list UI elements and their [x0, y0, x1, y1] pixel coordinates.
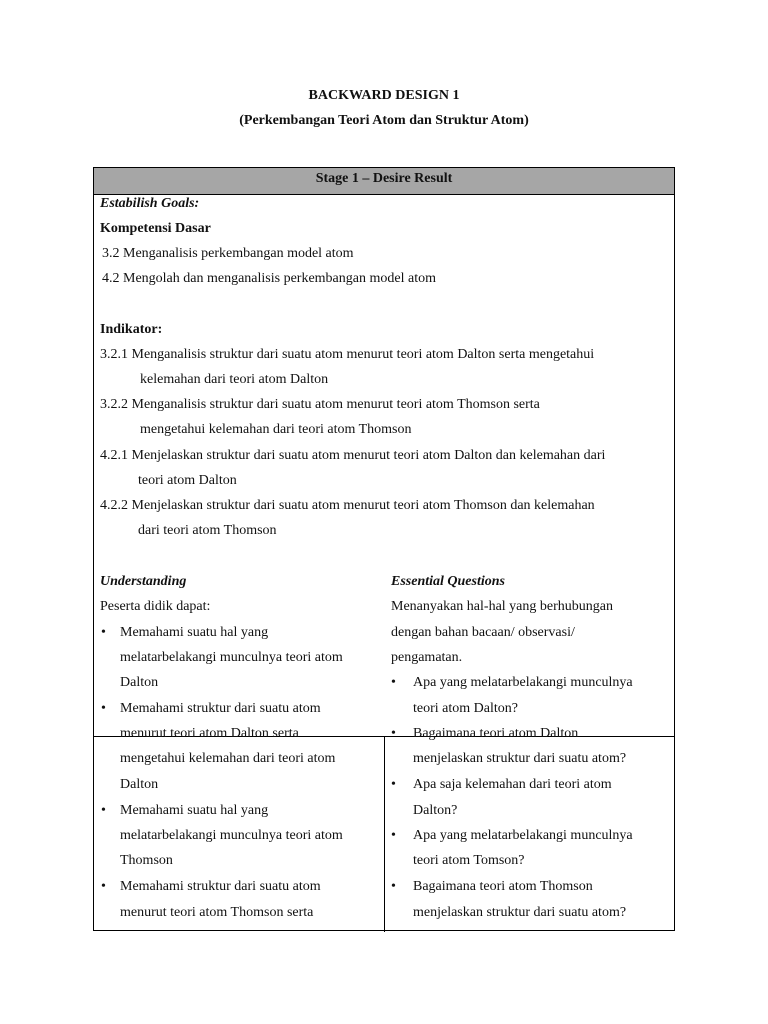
essential-line: Apa yang melatarbelakangi munculnya — [413, 675, 633, 690]
understanding-line: Memahami suatu hal yang — [120, 803, 269, 818]
understanding-line: Thomson — [120, 853, 173, 868]
bullet-icon: • — [391, 675, 396, 690]
indicator-line: 3.2.1 Menganalisis struktur dari suatu atom menurut teori atom Dalton serta mengetahui — [100, 347, 595, 362]
kd-label: Kompetensi Dasar — [100, 221, 211, 236]
essential-line: teori atom Dalton? — [413, 701, 518, 716]
column-divider — [384, 737, 385, 932]
understanding-line: Dalton — [120, 777, 159, 792]
indicator-line: 4.2.1 Menjelaskan struktur dari suatu atom menurut teori atom Dalton dan kelemahan dari — [100, 448, 606, 463]
indicator-line: 3.2.2 Menganalisis struktur dari suatu atom menurut teori atom Thomson serta — [100, 397, 540, 412]
bullet-icon: • — [391, 726, 396, 741]
bullet-icon: • — [101, 701, 106, 716]
understanding-line: melatarbelakangi munculnya teori atom — [120, 828, 343, 843]
understanding-line: melatarbelakangi munculnya teori atom — [120, 650, 343, 665]
bullet-icon: • — [391, 777, 396, 792]
understanding-label: Understanding — [100, 574, 187, 589]
understanding-line: menurut teori atom Dalton serta — [120, 726, 299, 741]
design-table — [93, 167, 675, 931]
kd-item: 3.2 Menganalisis perkembangan model atom — [102, 246, 354, 261]
bullet-icon: • — [101, 879, 106, 894]
understanding-line: Memahami struktur dari suatu atom — [120, 701, 321, 716]
essential-questions-label: Essential Questions — [391, 574, 505, 589]
indicator-line: 4.2.2 Menjelaskan struktur dari suatu atom menurut teori atom Thomson dan kelemahan — [100, 498, 595, 513]
indicator-line: mengetahui kelemahan dari teori atom Thomson — [140, 422, 412, 437]
bullet-icon: • — [101, 625, 106, 640]
essential-line: Apa yang melatarbelakangi munculnya — [413, 828, 633, 843]
document-subtitle: (Perkembangan Teori Atom dan Struktur Atom) — [239, 113, 529, 128]
essential-line: Bagaimana teori atom Dalton — [413, 726, 579, 741]
stage-header: Stage 1 – Desire Result — [94, 168, 674, 195]
understanding-line: Memahami suatu hal yang — [120, 625, 269, 640]
essential-intro-line: pengamatan. — [391, 650, 463, 665]
essential-line: menjelaskan struktur dari suatu atom? — [413, 751, 627, 766]
essential-line: teori atom Tomson? — [413, 853, 525, 868]
essential-intro-line: Menanyakan hal-hal yang berhubungan — [391, 599, 613, 614]
understanding-line: Dalton — [120, 675, 159, 690]
kd-item: 4.2 Mengolah dan menganalisis perkembangan model atom — [102, 271, 436, 286]
understanding-intro: Peserta didik dapat: — [100, 599, 211, 614]
essential-line: Apa saja kelemahan dari teori atom — [413, 777, 612, 792]
indicator-line: teori atom Dalton — [138, 473, 237, 488]
bullet-icon: • — [391, 828, 396, 843]
bullet-icon: • — [391, 879, 396, 894]
document-title: BACKWARD DESIGN 1 — [308, 88, 460, 103]
indicator-line: kelemahan dari teori atom Dalton — [140, 372, 329, 387]
indicator-line: dari teori atom Thomson — [138, 523, 277, 538]
understanding-line: Memahami struktur dari suatu atom — [120, 879, 321, 894]
essential-line: Dalton? — [413, 803, 458, 818]
goals-label: Estabilish Goals: — [100, 196, 200, 211]
understanding-line: menurut teori atom Thomson serta — [120, 905, 314, 920]
bullet-icon: • — [101, 803, 106, 818]
essential-line: menjelaskan struktur dari suatu atom? — [413, 905, 627, 920]
indikator-label: Indikator: — [100, 322, 163, 337]
essential-line: Bagaimana teori atom Thomson — [413, 879, 593, 894]
essential-intro-line: dengan bahan bacaan/ observasi/ — [391, 625, 575, 640]
understanding-line: mengetahui kelemahan dari teori atom — [120, 751, 336, 766]
